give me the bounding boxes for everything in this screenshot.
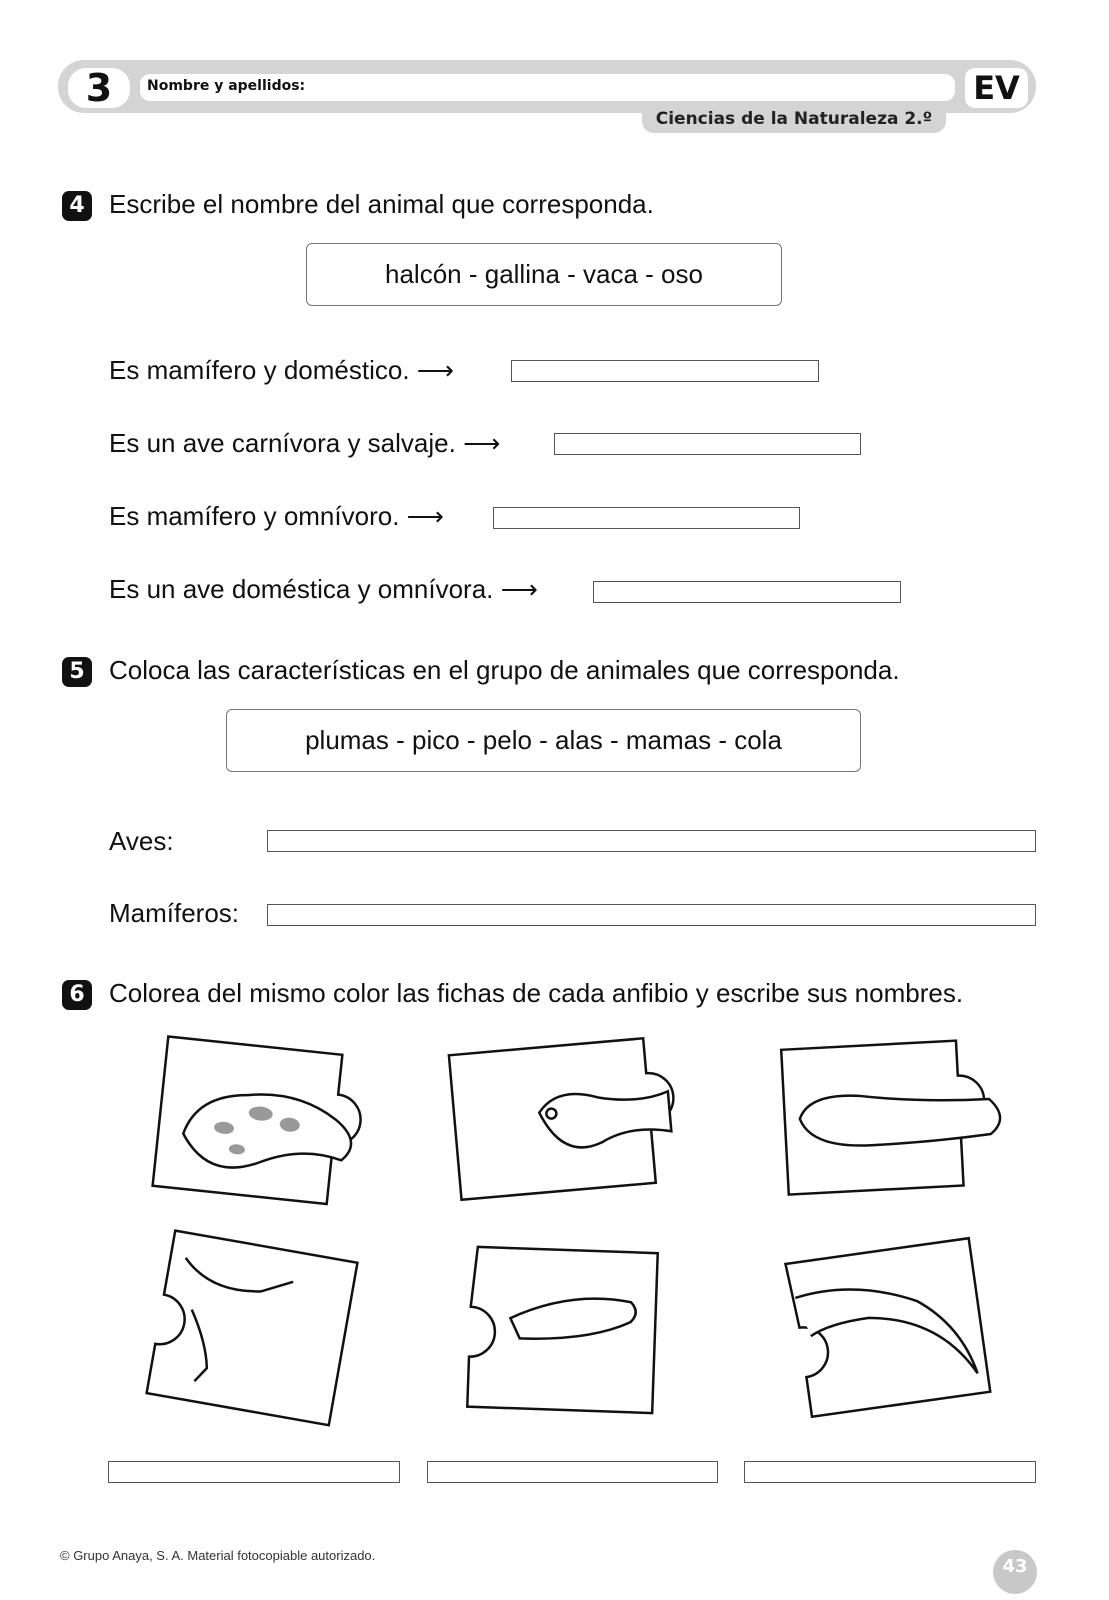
answer-field[interactable] — [511, 360, 819, 382]
subject-tab: Ciencias de la Naturaleza 2.º — [642, 106, 946, 133]
question-number: 4 — [62, 191, 92, 221]
answer-field[interactable] — [744, 1461, 1036, 1483]
puzzle-piece-frog-head[interactable] — [449, 1036, 681, 1200]
answer-field[interactable] — [267, 904, 1036, 926]
page-number: 43 — [993, 1550, 1037, 1594]
question-number: 5 — [62, 657, 92, 687]
name-field[interactable] — [140, 74, 955, 101]
evaluation-badge: EV — [965, 68, 1028, 108]
question-number: 6 — [62, 980, 92, 1010]
word-bank: halcón - gallina - vaca - oso — [306, 243, 782, 306]
puzzle-piece-salamander-tail[interactable] — [785, 1238, 990, 1417]
clue: Es mamífero y omnívoro. ⟶ — [109, 501, 444, 531]
answer-field[interactable] — [108, 1461, 400, 1483]
copyright: © Grupo Anaya, S. A. Material fotocopiable autorizado. — [60, 1548, 376, 1563]
puzzle-pieces — [0, 1020, 1109, 1430]
clue: Es un ave carnívora y salvaje. ⟶ — [109, 428, 501, 458]
puzzle-piece-salamander-head[interactable] — [153, 1037, 368, 1207]
puzzle-piece-newt-head[interactable] — [781, 1039, 1003, 1195]
answer-field[interactable] — [554, 433, 861, 455]
clue: Es un ave doméstica y omnívora. ⟶ — [109, 574, 538, 604]
question-6-instruction: Colorea del mismo color las fichas de cada anfibio y escribe sus nombres. — [109, 978, 964, 1008]
answer-field[interactable] — [427, 1461, 718, 1483]
answer-field[interactable] — [267, 830, 1036, 852]
clue: Es mamífero y doméstico. ⟶ — [109, 355, 455, 385]
question-5-instruction: Coloca las características en el grupo de animales que corresponda. — [109, 655, 900, 685]
group-label: Mamíferos: — [109, 898, 240, 928]
name-label: Nombre y apellidos: — [147, 78, 306, 94]
answer-field[interactable] — [593, 581, 901, 603]
unit-number: 3 — [68, 68, 130, 108]
puzzle-piece-frog-legs[interactable] — [147, 1231, 358, 1426]
puzzle-piece-newt-body[interactable] — [467, 1247, 657, 1413]
arrow-icon: ⟶ — [406, 501, 444, 531]
group-label: Aves: — [109, 826, 174, 856]
answer-field[interactable] — [493, 507, 800, 529]
word-bank: plumas - pico - pelo - alas - mamas - cola — [226, 709, 861, 772]
arrow-icon: ⟶ — [416, 355, 455, 385]
question-4-instruction: Escribe el nombre del animal que corresponda. — [109, 189, 654, 219]
arrow-icon: ⟶ — [500, 574, 538, 604]
arrow-icon: ⟶ — [463, 428, 501, 458]
